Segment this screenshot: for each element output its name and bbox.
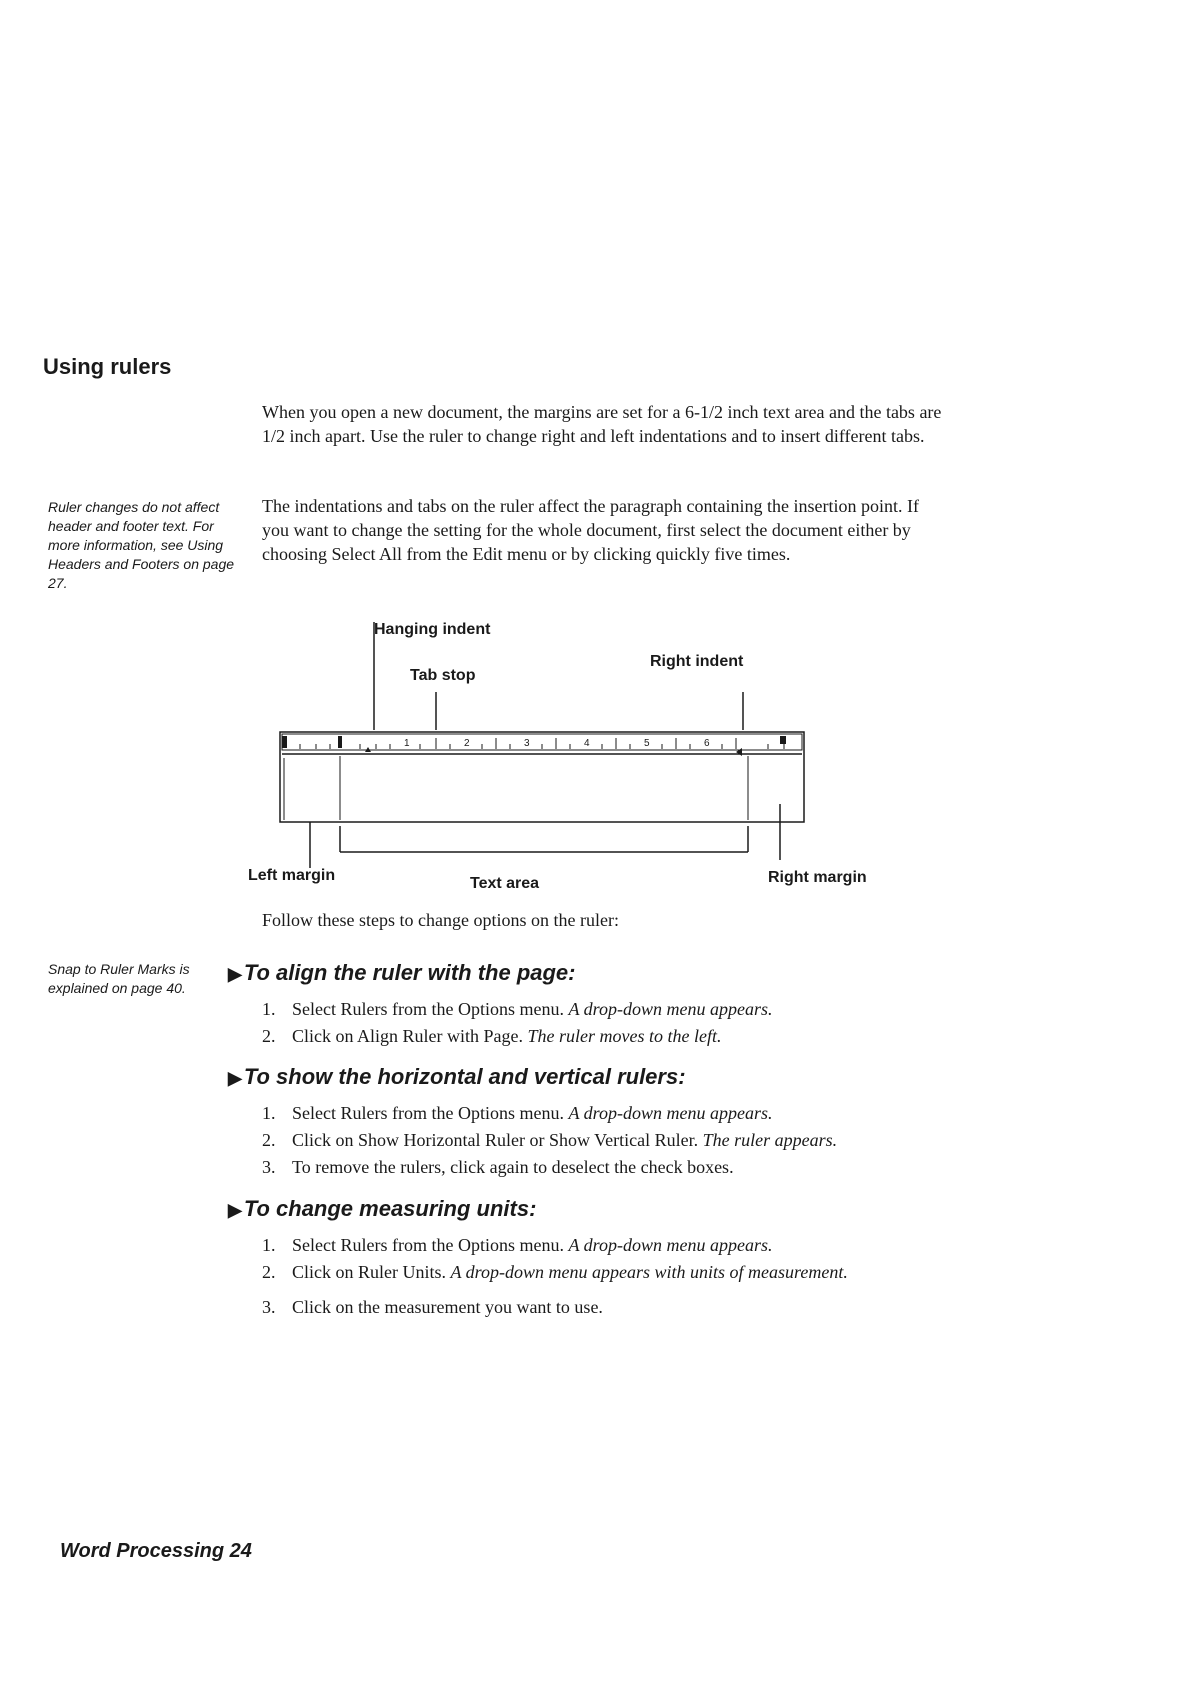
steps-show bbox=[262, 1100, 962, 1181]
text-area-label: Text area bbox=[470, 875, 540, 890]
step-result: The ruler appears. bbox=[702, 1130, 838, 1150]
step-text: To remove the rulers, click again to deselect the check boxes. bbox=[292, 1157, 734, 1177]
step-number: 1. bbox=[262, 1103, 276, 1123]
ruler-diagram bbox=[240, 620, 880, 890]
step-number: 1. bbox=[262, 1235, 276, 1255]
step-text: Click on Show Horizontal Ruler or Show Vertical Ruler. bbox=[292, 1130, 703, 1150]
follow-paragraph: Follow these steps to change options on the ruler: bbox=[262, 910, 619, 930]
ruler-number-3: 3 bbox=[524, 738, 530, 749]
step-item bbox=[262, 1023, 962, 1050]
steps-units bbox=[262, 1232, 962, 1321]
right-indent-label: Right indent bbox=[650, 653, 744, 670]
step-item bbox=[262, 1100, 962, 1127]
step-item bbox=[262, 1259, 962, 1286]
step-number: 3. bbox=[262, 1157, 276, 1177]
step-result: A drop-down menu appears. bbox=[568, 1235, 773, 1255]
procedure-title-units-text: To change measuring units: bbox=[243, 1196, 537, 1221]
tab-stop-label: Tab stop bbox=[410, 667, 476, 684]
step-text: Click on Ruler Units. bbox=[292, 1262, 451, 1282]
right-margin-label: Right margin bbox=[768, 869, 867, 886]
procedure-title-align-text: To align the ruler with the page: bbox=[243, 960, 576, 985]
snap-note: Snap to Ruler Marks is explained on page 40. bbox=[48, 961, 190, 996]
steps-align bbox=[262, 996, 962, 1050]
step-number: 2. bbox=[262, 1262, 276, 1282]
step-result: A drop-down menu appears. bbox=[568, 1103, 773, 1123]
hanging-indent-marker bbox=[338, 736, 342, 748]
step-item bbox=[262, 1294, 962, 1321]
step-item bbox=[262, 996, 962, 1023]
hanging-indent-label: Hanging indent bbox=[374, 621, 491, 638]
indentations-paragraph: The indentations and tabs on the ruler affect the paragraph containing the insertion point. If you want to change the setting for the whole document, first select the document either by choosing Select All from the Edit menu or by clicking quickly five times. bbox=[262, 496, 919, 564]
procedure-title-show bbox=[228, 1064, 686, 1090]
arrow-icon: ▶ bbox=[228, 964, 242, 984]
procedure-title-align bbox=[228, 960, 576, 986]
step-text: Click on Align Ruler with Page. bbox=[292, 1026, 528, 1046]
step-number: 2. bbox=[262, 1026, 276, 1046]
ruler-number-5: 5 bbox=[644, 738, 650, 749]
ruler-number-1: 1 bbox=[404, 738, 410, 749]
step-result: A drop-down menu appears. bbox=[568, 999, 773, 1019]
step-text: Select Rulers from the Options menu. bbox=[292, 1235, 569, 1255]
page-footer: Word Processing 24 bbox=[60, 1540, 252, 1562]
left-margin-label: Left margin bbox=[248, 867, 336, 884]
ruler-number-2: 2 bbox=[464, 738, 470, 749]
ruler-number-4: 4 bbox=[584, 738, 590, 749]
step-item bbox=[262, 1154, 962, 1181]
procedure-title-units bbox=[228, 1196, 536, 1222]
arrow-icon: ▶ bbox=[228, 1068, 242, 1088]
step-number: 3. bbox=[262, 1297, 276, 1317]
arrow-icon: ▶ bbox=[228, 1200, 242, 1220]
step-item bbox=[262, 1127, 962, 1154]
ruler-number-6: 6 bbox=[704, 738, 710, 749]
right-margin-marker bbox=[780, 736, 786, 744]
procedure-title-show-text: To show the horizontal and vertical rulers: bbox=[243, 1064, 686, 1089]
step-number: 2. bbox=[262, 1130, 276, 1150]
step-number: 1. bbox=[262, 999, 276, 1019]
intro-paragraph: When you open a new document, the margins are set for a 6-1/2 inch text area and the tabs are 1/2 inch apart. Use the ruler to change right and left indentations and to insert different tabs. bbox=[262, 402, 942, 446]
step-text: Click on the measurement you want to use. bbox=[292, 1297, 603, 1317]
section-title: Using rulers bbox=[43, 354, 172, 379]
step-item bbox=[262, 1232, 962, 1259]
step-text: Select Rulers from the Options menu. bbox=[292, 999, 569, 1019]
step-text: Select Rulers from the Options menu. bbox=[292, 1103, 569, 1123]
left-margin-marker bbox=[282, 736, 287, 748]
step-result: The ruler moves to the left. bbox=[527, 1026, 722, 1046]
step-result: A drop-down menu appears with units of measurement. bbox=[450, 1262, 848, 1282]
ruler-changes-note: Ruler changes do not affect header and footer text. For more information, see Using Headers and Footers on page 27. bbox=[48, 499, 235, 591]
